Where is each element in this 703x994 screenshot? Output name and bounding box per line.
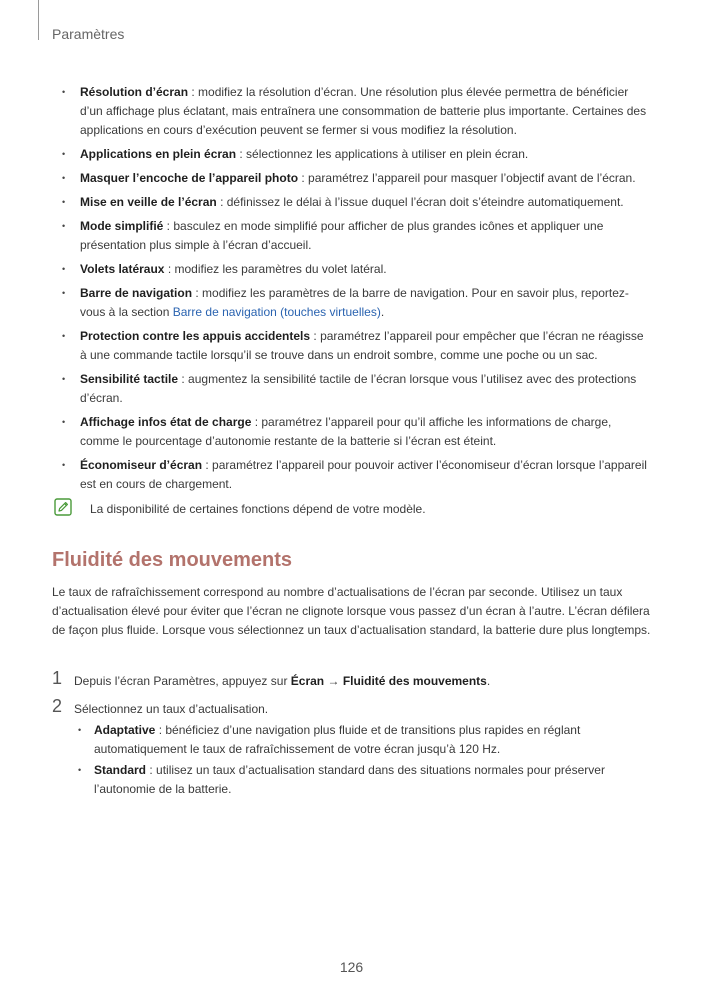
bullet-text: : augmentez la sensibilité tactile de l’écran lorsque vous l’utilisez avec des protections d’écran.: [80, 372, 637, 405]
option-term: Adaptative: [94, 723, 156, 737]
bullet-text: : définissez le délai à l’issue duquel l’écran doit s’éteindre automatiquement.: [216, 195, 624, 209]
bullet-text: : paramétrez l’appareil pour pouvoir activer l’économiseur d’écran lorsque l’appareil est en cours de chargement.: [80, 458, 647, 491]
note-text: La disponibilité de certaines fonctions dépend de votre modèle.: [90, 502, 426, 516]
list-item: [62, 456, 650, 494]
bullet-text: : sélectionnez les applications à utiliser en plein écran.: [236, 147, 529, 161]
bullet-text: : modifiez les paramètres de la barre de navigation. Pour en savoir plus, reportez-vous à la section: [80, 286, 629, 319]
bullet-term: Applications en plein écran: [80, 147, 237, 161]
list-item: [62, 370, 650, 408]
bullet-term: Barre de navigation: [80, 286, 193, 300]
option-text: : utilisez un taux d’actualisation standard dans des situations normales pour préserver l’autonomie de la batterie.: [94, 763, 605, 796]
step-text-after: .: [486, 674, 491, 688]
list-item: [62, 169, 650, 188]
step-text-before: Depuis l’écran Paramètres, appuyez sur: [74, 674, 291, 688]
bullet-text: : paramétrez l’appareil pour masquer l’objectif avant de l’écran.: [298, 171, 636, 185]
refresh-rate-options: [78, 721, 638, 801]
list-item: [62, 145, 650, 164]
step-arrow: →: [324, 674, 343, 688]
bullet-text: : modifiez les paramètres du volet latéral.: [164, 262, 387, 276]
section-title: Fluidité des mouvements: [52, 549, 293, 571]
list-item: [62, 327, 650, 365]
page-header: Paramètres: [52, 26, 125, 42]
list-item: [78, 721, 638, 759]
note-pencil-icon: [54, 498, 72, 516]
option-term: Standard: [94, 763, 147, 777]
step-term-ecran: Écran: [290, 674, 325, 688]
bullet-text: : paramétrez l’appareil pour empêcher que l’écran ne réagisse à une commande tactile lorsqu’il se trouve dans un endroit sombre, comme une poche ou un sac.: [80, 329, 644, 362]
bullet-text-after: .: [380, 305, 385, 319]
list-item: [62, 260, 650, 279]
list-item: [62, 413, 650, 451]
bullet-term: Masquer l’encoche de l’appareil photo: [80, 171, 299, 185]
bullet-text: : modifiez la résolution d’écran. Une résolution plus élevée permettra de bénéficier d’un affichage plus éclatant, mais entraînera une consommation de batterie plus importante. Certaines des applications en cours d’exécution peuvent se fermer si vous modifiez la résolution.: [80, 85, 647, 137]
settings-bullet-list: [62, 83, 650, 499]
list-item: [62, 83, 650, 140]
header-rule: [38, 0, 39, 40]
bullet-term: Sensibilité tactile: [80, 372, 179, 386]
bullet-term: Mode simplifié: [80, 219, 164, 233]
step-text: [74, 672, 490, 691]
list-item: [62, 284, 650, 322]
bullet-term: Volets latéraux: [80, 262, 165, 276]
bullet-term: Affichage infos état de charge: [80, 415, 252, 429]
list-item: [78, 761, 638, 799]
step-text: Sélectionnez un taux d’actualisation.: [74, 702, 269, 716]
bullet-term: Résolution d’écran: [80, 85, 189, 99]
step-number: 1: [52, 668, 63, 688]
section-intro: Le taux de rafraîchissement correspond au nombre d’actualisations de l’écran par seconde. Utilisez un taux d’actualisation élevé pour éviter que l’écran ne clignote lorsque vous passez d’un écran à l’autre. L’écran défilera de façon plus fluide. Lorsque vous sélectionnez un taux d’actualisation standard, la batterie dure plus longtemps.: [52, 585, 651, 637]
navigation-bar-link[interactable]: Barre de navigation (touches virtuelles): [172, 305, 381, 319]
bullet-term: Protection contre les appuis accidentels: [80, 329, 311, 343]
bullet-text: : basculez en mode simplifié pour afficher de plus grandes icônes et appliquer une présentation plus simple à l’écran d’accueil.: [80, 219, 604, 252]
bullet-term: Mise en veille de l’écran: [80, 195, 217, 209]
bullet-text: : paramétrez l’appareil pour qu’il affiche les informations de charge, comme le pourcentage d’autonomie restante de la batterie si l’écran est éteint.: [80, 415, 612, 448]
list-item: [62, 193, 650, 212]
step-term-fluidite: Fluidité des mouvements: [342, 674, 487, 688]
list-item: [62, 217, 650, 255]
page-number: 126: [339, 959, 364, 975]
option-text: : bénéficiez d’une navigation plus fluide et de transitions plus rapides en réglant automatiquement le taux de rafraîchissement de votre écran jusqu’à 120 Hz.: [94, 723, 581, 756]
step-number: 2: [52, 696, 63, 716]
bullet-term: Économiseur d’écran: [80, 458, 203, 472]
